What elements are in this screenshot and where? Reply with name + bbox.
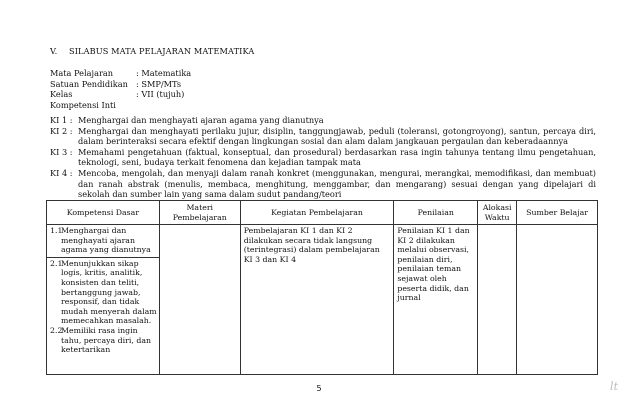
- materi-cell: [159, 225, 240, 375]
- info-key: Kompetensi Inti: [50, 99, 116, 110]
- column-header: Kegiatan Pembelajaran: [240, 201, 394, 225]
- page-number: 5: [316, 384, 322, 393]
- kd-item: [50, 226, 156, 255]
- kd-item: [50, 326, 159, 355]
- table-row: [47, 225, 598, 375]
- kompetensi-dasar-cell: [47, 225, 160, 375]
- ki-item: [50, 126, 596, 147]
- penilaian-cell: Penilaian KI 1 dan KI 2 dilakukan melalui observasi, penilaian diri, penilaian teman sejawat oleh peserta didik, dan jurnal: [394, 225, 478, 375]
- kd-number: 2.1: [50, 258, 63, 268]
- info-value: : Matematika: [136, 68, 192, 78]
- section-heading: [50, 46, 254, 56]
- ki-text: Menghargai dan menghayati perilaku jujur, disiplin, tanggungjawab, peduli (toleransi, gotongroyong), santun, percaya diri, dalam berinteraksi secara efektif dengan lingkungan sosial dan alam dalam jangkauan pergaulan dan keberadaannya: [78, 125, 596, 147]
- syllabus-table: [46, 200, 598, 375]
- ki-code: KI 3 :: [50, 146, 73, 157]
- kd-number: 1.1: [50, 226, 63, 235]
- info-row: [50, 79, 191, 90]
- kd-number: 2.2: [50, 325, 63, 335]
- kompetensi-inti-list: [50, 115, 596, 200]
- table-header-row: [47, 201, 598, 225]
- kd-text: Menghargai dan menghayati ajaran agama yang dianutnya: [61, 226, 151, 255]
- ki-item: [50, 147, 596, 168]
- ki-item: [50, 115, 596, 126]
- section-number: V.: [50, 46, 58, 56]
- column-header: Penilaian: [394, 201, 478, 225]
- info-value: : VII (tujuh): [136, 89, 185, 99]
- kd-item: [50, 259, 159, 326]
- alokasi-cell: [478, 225, 517, 375]
- kegiatan-cell: Pembelajaran KI 1 dan KI 2 dilakukan secara tidak langsung (terintegrasi) dalam pembelajaran KI 3 dan KI 4: [240, 225, 394, 375]
- watermark-logo: lt: [610, 380, 618, 393]
- kd-divider: [47, 257, 159, 355]
- info-row: [50, 100, 191, 111]
- subject-info: [50, 68, 191, 110]
- column-header: Kompetensi Dasar: [47, 201, 160, 225]
- ki-text: Memahami pengetahuan (faktual, konseptual, dan prosedural) berdasarkan rasa ingin tahunya tentang ilmu pengetahuan, teknologi, seni, budaya terkait fenomena dan kejadian tampak mata: [78, 146, 596, 168]
- kd-text: Menunjukkan sikap logis, kritis, analitik, konsisten dan teliti, bertanggung jawab, responsif, dan tidak mudah menyerah dalam memecahkan masalah.: [61, 258, 157, 326]
- column-header: Alokasi Waktu: [478, 201, 517, 225]
- column-header: Materi Pembelajaran: [159, 201, 240, 225]
- info-key: Satuan Pendidikan: [50, 78, 128, 89]
- ki-code: KI 1 :: [50, 115, 73, 125]
- info-key: Mata Pelajaran: [50, 68, 114, 78]
- ki-item: [50, 168, 596, 200]
- section-title: SILABUS MATA PELAJARAN MATEMATIKA: [69, 46, 255, 56]
- ki-text: Menghargai dan menghayati ajaran agama yang dianutnya: [78, 115, 324, 125]
- info-value: : SMP/MTs: [136, 78, 182, 89]
- sumber-cell: [517, 225, 598, 375]
- ki-code: KI 4 :: [50, 167, 73, 178]
- ki-code: KI 2 :: [50, 125, 73, 136]
- kd-text: Memiliki rasa ingin tahu, percaya diri, dan ketertarikan: [61, 325, 151, 355]
- info-row: [50, 68, 191, 79]
- info-row: [50, 89, 191, 100]
- ki-text: Mencoba, mengolah, dan menyaji dalam ranah konkret (menggunakan, mengurai, merangkai, memodifikasi, dan membuat) dan ranah abstrak (menulis, membaca, menghitung, menggambar, dan mengarang) sesuai dengan yang dipelajari di sekolah dan sumber lain yang sama dalam sudut pandang/teori: [78, 167, 596, 200]
- column-header: Sumber Belajar: [517, 201, 598, 225]
- info-key: Kelas: [50, 89, 73, 99]
